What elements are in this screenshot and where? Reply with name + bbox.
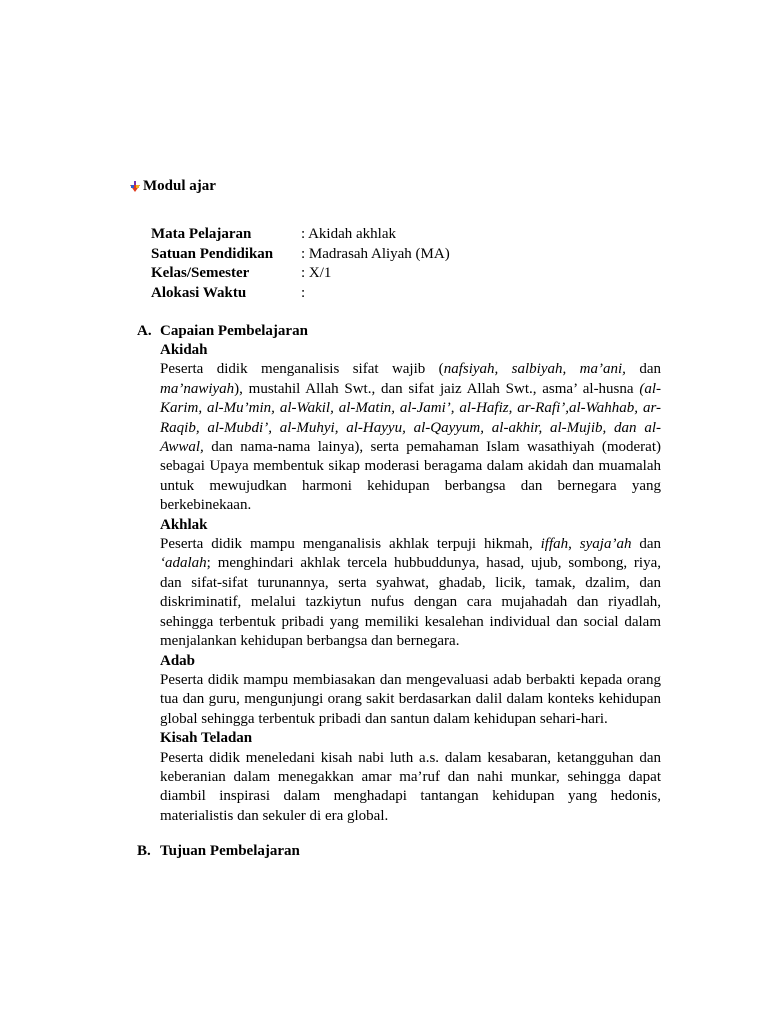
arrow-bullet-icon — [129, 181, 141, 193]
section-title-text: Tujuan Pembelajaran — [160, 843, 300, 859]
subsection-title-kisah: Kisah Teladan — [160, 730, 253, 747]
info-label: Kelas/Semester — [151, 265, 250, 282]
subsection-title-akidah: Akidah — [160, 342, 208, 358]
info-value: : — [301, 284, 306, 301]
info-value: : Akidah akhlak — [301, 226, 396, 242]
section-number: B. — [137, 843, 151, 859]
info-label: Mata Pelajaran — [151, 226, 252, 242]
info-row-time — [151, 284, 450, 304]
info-row-subject — [151, 225, 450, 245]
text-run: Peserta didik mampu menganalisis akhlak terpuji hikmah, — [160, 536, 541, 553]
section-title-text: Capaian Pembelajaran — [160, 323, 308, 339]
paragraph-adab: Peserta didik mampu membiasakan dan mengevaluasi adab berbakti kepada orang tua dan guru, mengunjungi orang sakit berdasarkan dalil dalam konteks kehidupan global sehingga terbentuk pribadi dan santun dalam kehidupan sehari-hari. — [160, 671, 661, 727]
section-a-title — [137, 322, 308, 341]
info-value: : X/1 — [301, 265, 332, 282]
paragraph-kisah: Peserta didik meneledani kisah nabi luth a.s. dalam kesabaran, ketangguhan dan keberanian dalam menegakkan amar ma’ruf dan nahi munkar, sehingga dapat diambil inspirasi dalam menghadapi tantangan kehidupan yang hedonis, materialistis dan sekuler di era global. — [160, 749, 661, 824]
module-info-table — [151, 225, 450, 303]
text-run: dan nama-nama lainya), serta pemahaman Islam wasathiyah (moderat) sebagai Upaya membentuk sikap moderasi beragama dalam akidah dan muamalah untuk mewujudkan harmoni kehidupan berbangsa dan bernegara yang berkebinekaan. — [160, 439, 661, 514]
italic-run: nafsiyah, salbiyah, ma’ani, — [443, 361, 626, 378]
italic-run: (al-Karim, al-Mu’min, al-Wakil, al-Matin, al-Jami’, al-Hafiz, ar-Rafi’,al-Wahhab, ar-Raqib, al-Mubdi’, al-Muhyi, al-Hayyu, al-Qayyum, al-akhir, al-Mujib, dan al-Awwal, — [160, 380, 661, 456]
module-heading — [129, 177, 216, 196]
section-number: A. — [137, 323, 152, 339]
info-row-unit — [151, 245, 450, 265]
info-value: : Madrasah Aliyah (MA) — [301, 245, 450, 262]
paragraph-akidah — [160, 360, 661, 515]
section-b-title — [137, 842, 300, 861]
subsection-title-adab: Adab — [160, 652, 196, 669]
italic-run: ‘adalah — [160, 555, 207, 572]
text-run: Peserta didik menganalisis sifat wajib ( — [160, 361, 444, 378]
info-row-class — [151, 264, 450, 284]
module-heading-text: Modul ajar — [143, 178, 216, 194]
italic-run: syaja’ah — [579, 536, 632, 553]
text-run: ; menghindari akhlak tercela hubbuddunya, hasad, ujub, sombong, riya, dan sifat-sifat turunannya, serta syahwat, ghadab, licik, tamak, dzalim, dan diskriminatif, melalui tazkiytun nufus dengan cara mujahadah dan riyadlah, sehingga terbentuk pribadi yang memiliki kesalehan individual dan social dalam menjalankan kehidupan berbangsa dan bernegara. — [160, 555, 661, 650]
paragraph-akhlak — [160, 535, 661, 651]
info-label: Alokasi Waktu — [151, 284, 247, 301]
italic-run: ma’nawiyah — [160, 380, 235, 397]
info-label: Satuan Pendidikan — [151, 245, 274, 262]
text-run: dan — [625, 361, 661, 378]
text-run: , — [568, 536, 580, 553]
italic-run: iffah — [540, 536, 569, 553]
subsection-title-akhlak: Akhlak — [160, 516, 208, 533]
section-a-content — [160, 341, 661, 826]
text-run: dan — [631, 536, 662, 553]
text-run: ), mustahil Allah Swt., dan sifat jaiz Allah Swt., asma’ al-husna — [234, 380, 640, 397]
